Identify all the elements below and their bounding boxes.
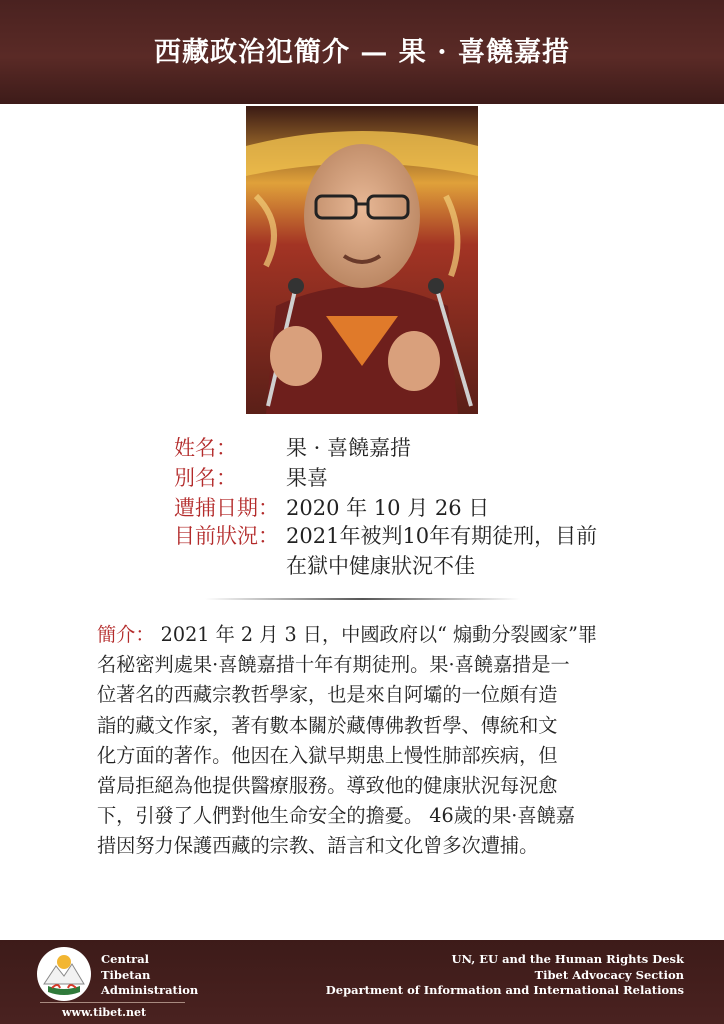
- arrest-label: 遭捕日期：: [174, 496, 279, 520]
- name-label: 姓名：: [174, 436, 237, 460]
- bio-line-8: 措因努力保護西藏的宗教、語言和文化曾多次遭捕。: [97, 834, 539, 858]
- bio-text-1: 2021 年 2 月 3 日，中國政府以“ 煽動分裂國家”罪: [154, 623, 598, 646]
- cta-line-3: Administration: [101, 983, 199, 997]
- status-value-line1: 2021年被判10年有期徒刑，目前: [286, 524, 598, 548]
- bio-line-2: 名秘密判處果·喜饒嘉措十年有期徒刑。果·喜饒嘉措是一: [97, 653, 570, 677]
- bio-label: 簡介：: [97, 623, 155, 646]
- cta-emblem-icon: [36, 946, 92, 1002]
- desk-line-3: Department of Information and International Relations: [325, 983, 684, 997]
- portrait-photo: [246, 106, 478, 414]
- alias-value: 果喜: [286, 466, 328, 490]
- cta-name: [101, 952, 198, 999]
- portrait-illustration: [246, 106, 478, 414]
- name-value: 果 · 喜饒嘉措: [286, 436, 412, 460]
- page-title: 西藏政治犯簡介 — 果 · 喜饒嘉措: [154, 37, 570, 68]
- bio-line-5: 化方面的著作。他因在入獄早期患上慢性肺部疾病，但: [97, 743, 558, 767]
- website-link[interactable]: www.tibet.net: [62, 1006, 147, 1019]
- bio-line-1: [97, 620, 637, 650]
- bio-line-3: 位著名的西藏宗教哲學家，也是來自阿壩的一位頗有造: [97, 683, 558, 707]
- desk-line-1: UN, EU and the Human Rights Desk: [451, 952, 684, 966]
- cta-line-2: Tibetan: [101, 967, 151, 982]
- header-banner: [0, 0, 724, 104]
- desk-info: [326, 952, 684, 999]
- status-value-line2: 在獄中健康狀況不佳: [286, 554, 475, 578]
- alias-label: 別名：: [174, 466, 237, 490]
- cta-line-1: Central: [101, 952, 150, 966]
- bio-line-6: 當局拒絕為他提供醫療服務。導致他的健康狀況每況愈: [97, 774, 558, 798]
- status-label: 目前狀況：: [174, 524, 279, 548]
- desk-line-2: Tibet Advocacy Section: [534, 967, 684, 982]
- section-divider: [205, 598, 520, 600]
- arrest-value: 2020 年 10 月 26 日: [286, 496, 490, 520]
- footer-rule: [40, 1002, 185, 1003]
- biography: [97, 620, 637, 862]
- bio-line-4: 詣的藏文作家，著有數本關於藏傳佛教哲學、傳統和文: [97, 713, 558, 737]
- bio-line-7: 下，引發了人們對他生命安全的擔憂。 46歲的果·喜饒嘉: [97, 804, 575, 828]
